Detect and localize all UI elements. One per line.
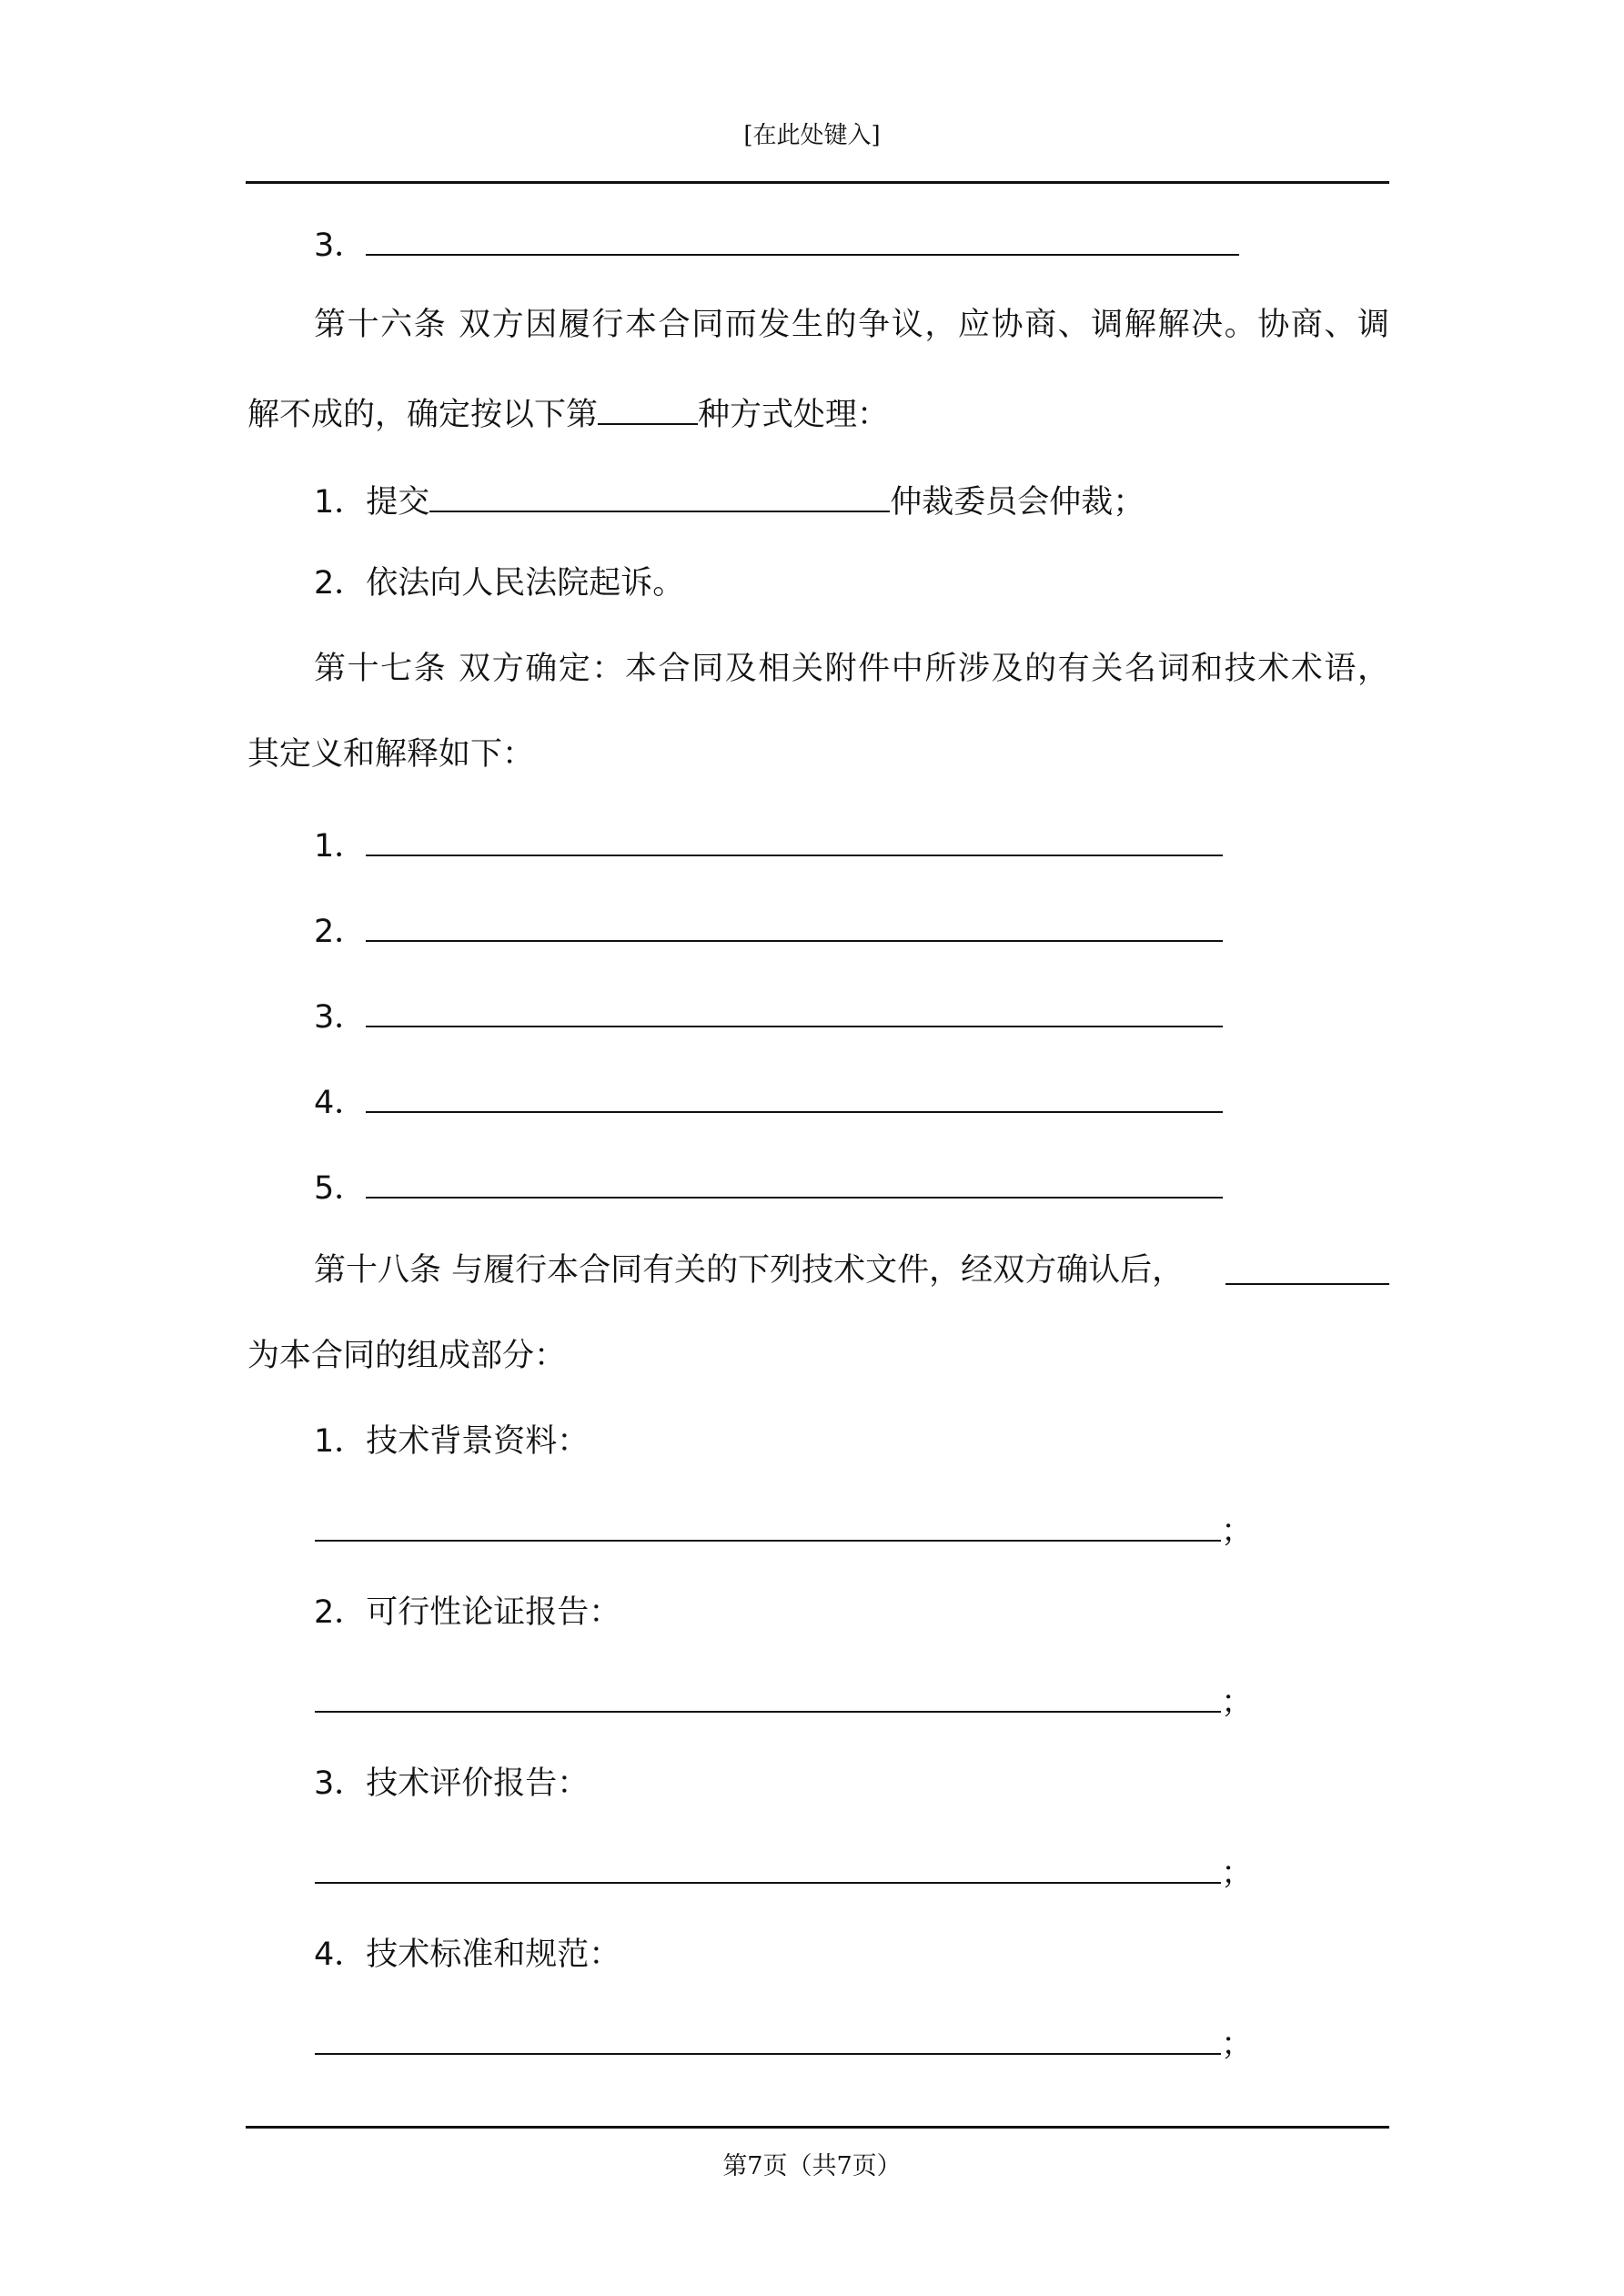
doc-blank-line bbox=[315, 1507, 1457, 1552]
option-2: 2．依法向人民法院起诉。 bbox=[314, 565, 685, 602]
blank-item-3 bbox=[247, 221, 1389, 266]
item-number: 5． bbox=[314, 1170, 367, 1207]
article-17-line2: 其定义和解释如下： bbox=[247, 736, 535, 773]
fill-blank[interactable] bbox=[366, 907, 1223, 942]
fill-blank[interactable] bbox=[315, 1678, 1221, 1713]
doc-label: 1．技术背景资料： bbox=[314, 1423, 590, 1460]
doc-label: 4．技术标准和规范： bbox=[314, 1937, 621, 1973]
fill-blank[interactable] bbox=[598, 390, 698, 425]
definition-item bbox=[247, 822, 1389, 866]
page-footer: 第7页（共7页） bbox=[722, 2152, 902, 2180]
definition-item bbox=[247, 1078, 1389, 1123]
text: 仲裁委员会仲裁； bbox=[890, 484, 1145, 521]
doc-blank-line bbox=[315, 1678, 1457, 1723]
fill-blank[interactable] bbox=[315, 1507, 1221, 1542]
article-17-line1: 第十七条 双方确定：本合同及相关附件中所涉及的有关名词和技术术语， bbox=[314, 651, 1389, 687]
item-number: 3． bbox=[314, 228, 367, 264]
fill-blank[interactable] bbox=[1226, 1250, 1389, 1285]
text: 种方式处理： bbox=[698, 397, 890, 433]
fill-blank[interactable] bbox=[366, 993, 1223, 1027]
fill-blank[interactable] bbox=[315, 2020, 1221, 2055]
doc-blank-line bbox=[315, 1849, 1457, 1894]
article-18-line1 bbox=[247, 1250, 1389, 1290]
fill-blank[interactable] bbox=[429, 478, 890, 512]
article-16-line1: 第十六条 双方因履行本合同而发生的争议，应协商、调解解决。协商、调 bbox=[314, 307, 1389, 343]
text: 1．提交 bbox=[314, 484, 430, 521]
page-header: [在此处键入] bbox=[743, 122, 881, 149]
item-number: 1． bbox=[314, 828, 367, 865]
text: ； bbox=[1221, 1513, 1254, 1550]
text: ； bbox=[1221, 1684, 1254, 1721]
text: ； bbox=[1221, 2027, 1254, 2063]
doc-label: 3．技术评价报告： bbox=[314, 1765, 590, 1802]
article-18-line2: 为本合同的组成部分： bbox=[247, 1338, 567, 1374]
definition-item bbox=[247, 907, 1389, 952]
fill-blank[interactable] bbox=[315, 1849, 1221, 1884]
fill-blank[interactable] bbox=[366, 822, 1223, 856]
article-16-line2 bbox=[247, 390, 1389, 435]
definition-item bbox=[247, 993, 1389, 1037]
fill-blank[interactable] bbox=[366, 1078, 1223, 1113]
fill-blank[interactable] bbox=[366, 221, 1239, 256]
header-rule bbox=[246, 181, 1389, 184]
doc-label: 2．可行性论证报告： bbox=[314, 1594, 621, 1631]
item-number: 4． bbox=[314, 1085, 367, 1121]
footer-rule bbox=[246, 2126, 1389, 2129]
option-1 bbox=[247, 478, 1389, 522]
text: ； bbox=[1221, 1856, 1254, 1892]
item-number: 3． bbox=[314, 999, 367, 1036]
item-number: 2． bbox=[314, 914, 367, 950]
definition-item bbox=[247, 1164, 1389, 1209]
doc-blank-line bbox=[315, 2020, 1457, 2065]
fill-blank[interactable] bbox=[366, 1164, 1223, 1199]
text: 解不成的，确定按以下第 bbox=[247, 397, 599, 433]
text: 第十八条 与履行本合同有关的下列技术文件，经双方确认后， bbox=[314, 1252, 1185, 1289]
